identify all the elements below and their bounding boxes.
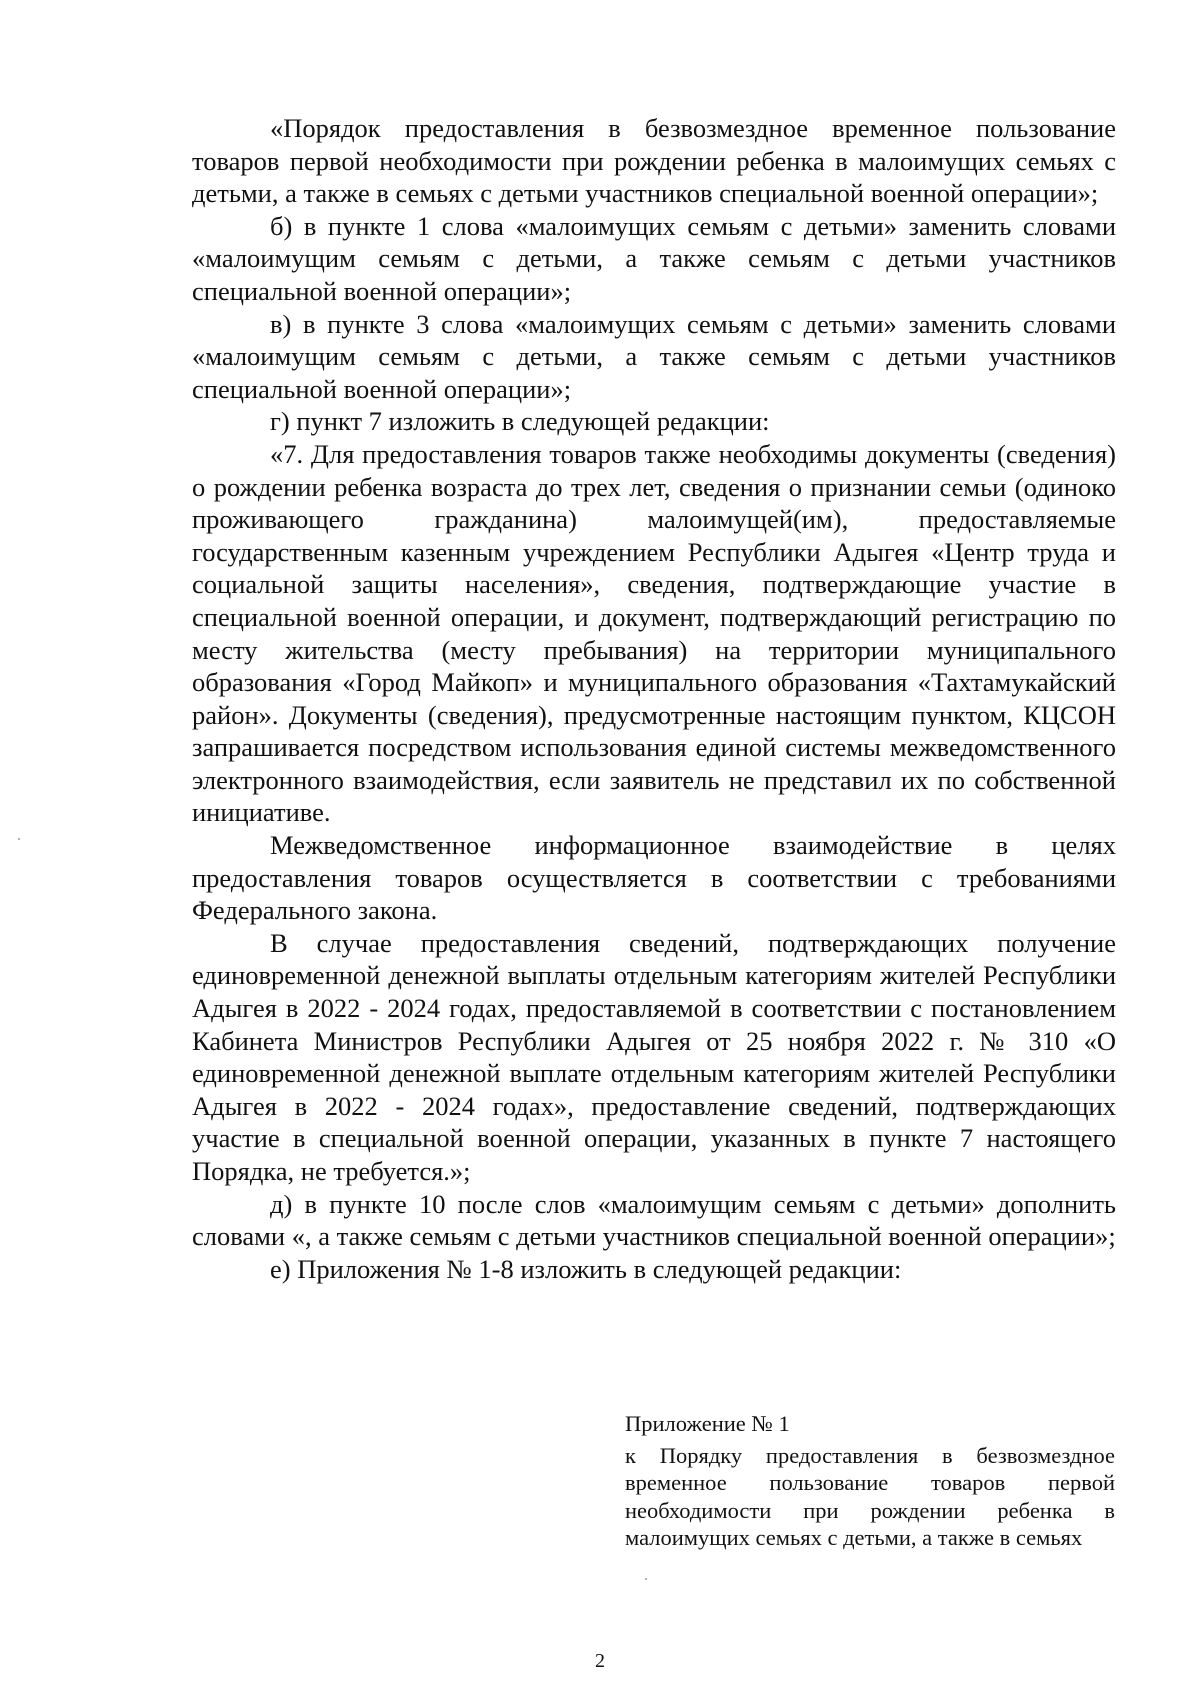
paragraph-interagency: Межведомственное информационное взаимодействие в целях предоставления товаров осуществляется в соответствии с требованиями Федерального закона.: [192, 830, 1116, 926]
scan-speck: [18, 838, 20, 840]
paragraph-point-7: «7. Для предоставления товаров также необходимы документы (сведения) о рождении ребенка возраста до трех лет, сведения о признании семьи (одиноко проживающего гражданина) малоимущей(им), предоставляемые государственным казенным учреждением Республики Адыгея «Центр труда и социальной защиты населения», сведения, подтверждающие участие в специальной военной операции, и документ, подтверждающий регистрацию по месту жительства (месту пребывания) на территории муниципального образования «Город Майкоп» и муниципального образования «Тахтамукайский район». Документы (сведения), предусмотренные настоящим пунктом, КЦСОН запрашивается посредством использования единой системы межведомственного электронного взаимодействия, если заявитель не представил их по собственной инициативе.: [192, 438, 1116, 828]
paragraph-item-e: е) Приложения № 1-8 изложить в следующей редакции:: [270, 1253, 902, 1284]
paragraph-item-d: д) в пункте 10 после слов «малоимущим семьям с детьми» дополнить словами «, а также семьям с детьми участников специальной военной операции»;: [192, 1188, 1116, 1252]
paragraph-item-v: в) в пункте 3 слова «малоимущих семьям с детьми» заменить словами «малоимущим семьям с детьми, а также семьям с детьми участников специальной военной операции»;: [192, 308, 1116, 404]
appendix-title: Приложение № 1: [625, 1411, 790, 1436]
appendix-text: к Порядку предоставления в безвозмездное временное пользование товаров первой необходимости при рождении ребенка в малоимущих семьях с детьми, а также в семьях: [625, 1442, 1115, 1550]
page-number: 2: [595, 1650, 605, 1672]
paragraph-item-g: г) пункт 7 изложить в следующей редакции:: [270, 406, 770, 437]
paragraph-procedure-title: «Порядок предоставления в безвозмездное временное пользование товаров первой необходимости при рождении ребенка в малоимущих семьях с детьми, а также в семьях с детьми участников специальной военной операции»;: [192, 113, 1116, 209]
paragraph-item-b: б) в пункте 1 слова «малоимущих семьям с детьми» заменить словами «малоимущим семьям с детьми, а также семьям с детьми участников специальной военной операции»;: [192, 210, 1116, 306]
appendix-header: [625, 1410, 1115, 1552]
scan-speck: [645, 1578, 647, 1580]
paragraph-payment-case: В случае предоставления сведений, подтверждающих получение единовременной денежной выплаты отдельным категориям жителей Республики Адыгея в 2022 - 2024 годах, предоставляемой в соответствии с постановлением Кабинета Министров Республики Адыгея от 25 ноября 2022 г. № 310 «О единовременной денежной выплате отдельным категориям жителей Республики Адыгея в 2022 - 2024 годах», предоставление сведений, подтверждающих участие в специальной военной операции, указанных в пункте 7 настоящего Порядка, не требуется.»;: [192, 927, 1116, 1186]
document-body: [192, 112, 1116, 1285]
